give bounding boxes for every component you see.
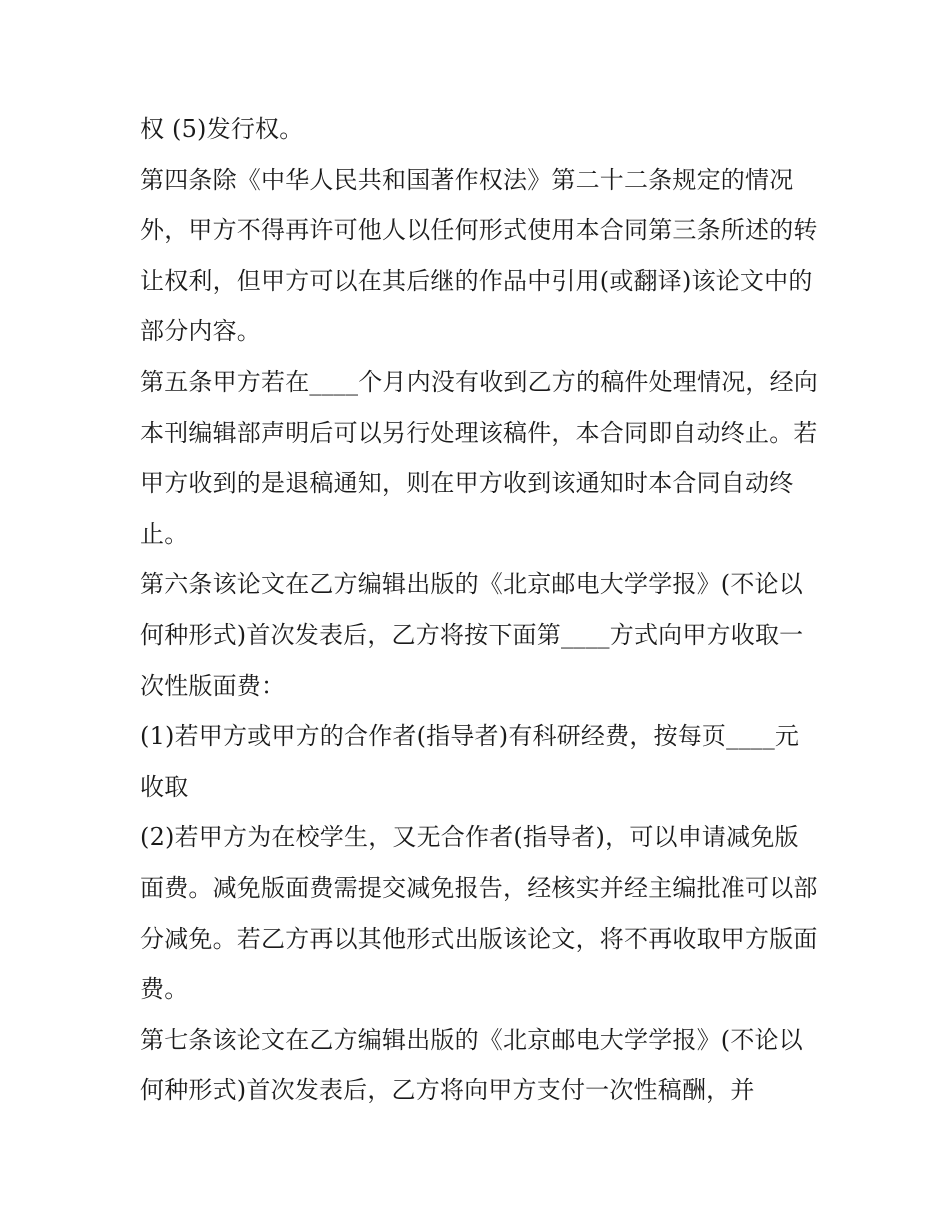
paragraph-publishing-right: 权 (5)发行权。 (140, 115, 304, 143)
paragraph-article-five: 第五条甲方若在____个月内没有收到乙方的稿件处理情况，经向本刊编辑部声明后可以另行处理该稿件，本合同即自动终止。若甲方收到的是退稿通知，则在甲方收到该通知时本合同自动终止。 (140, 367, 818, 548)
paragraph-item-two: (2)若甲方为在校学生，又无合作者(指导者)，可以申请减免版面费。减免版面费需提交减免报告，经核实并经主编批准可以部分减免。若乙方再以其他形式出版该论文，将不再收取甲方版面费。 (140, 823, 818, 1004)
paragraph-item-one: (1)若甲方或甲方的合作者(指导者)有科研经费，按每页____元收取 (140, 722, 800, 801)
paragraph-article-four: 第四条除《中华人民共和国著作权法》第二十二条规定的情况外，甲方不得再许可他人以任何形式使用本合同第三条所述的转让权利，但甲方可以在其后继的作品中引用(或翻译)该论文中的部分内容。 (140, 165, 818, 346)
paragraph-article-six: 第六条该论文在乙方编辑出版的《北京邮电大学学报》(不论以何种形式)首次发表后，乙方将按下面第____方式向甲方收取一次性版面费： (140, 570, 804, 700)
paragraph-article-seven: 第七条该论文在乙方编辑出版的《北京邮电大学学报》(不论以何种形式)首次发表后，乙方将向甲方支付一次性稿酬，并 (140, 1025, 803, 1105)
document-body (140, 104, 820, 1116)
